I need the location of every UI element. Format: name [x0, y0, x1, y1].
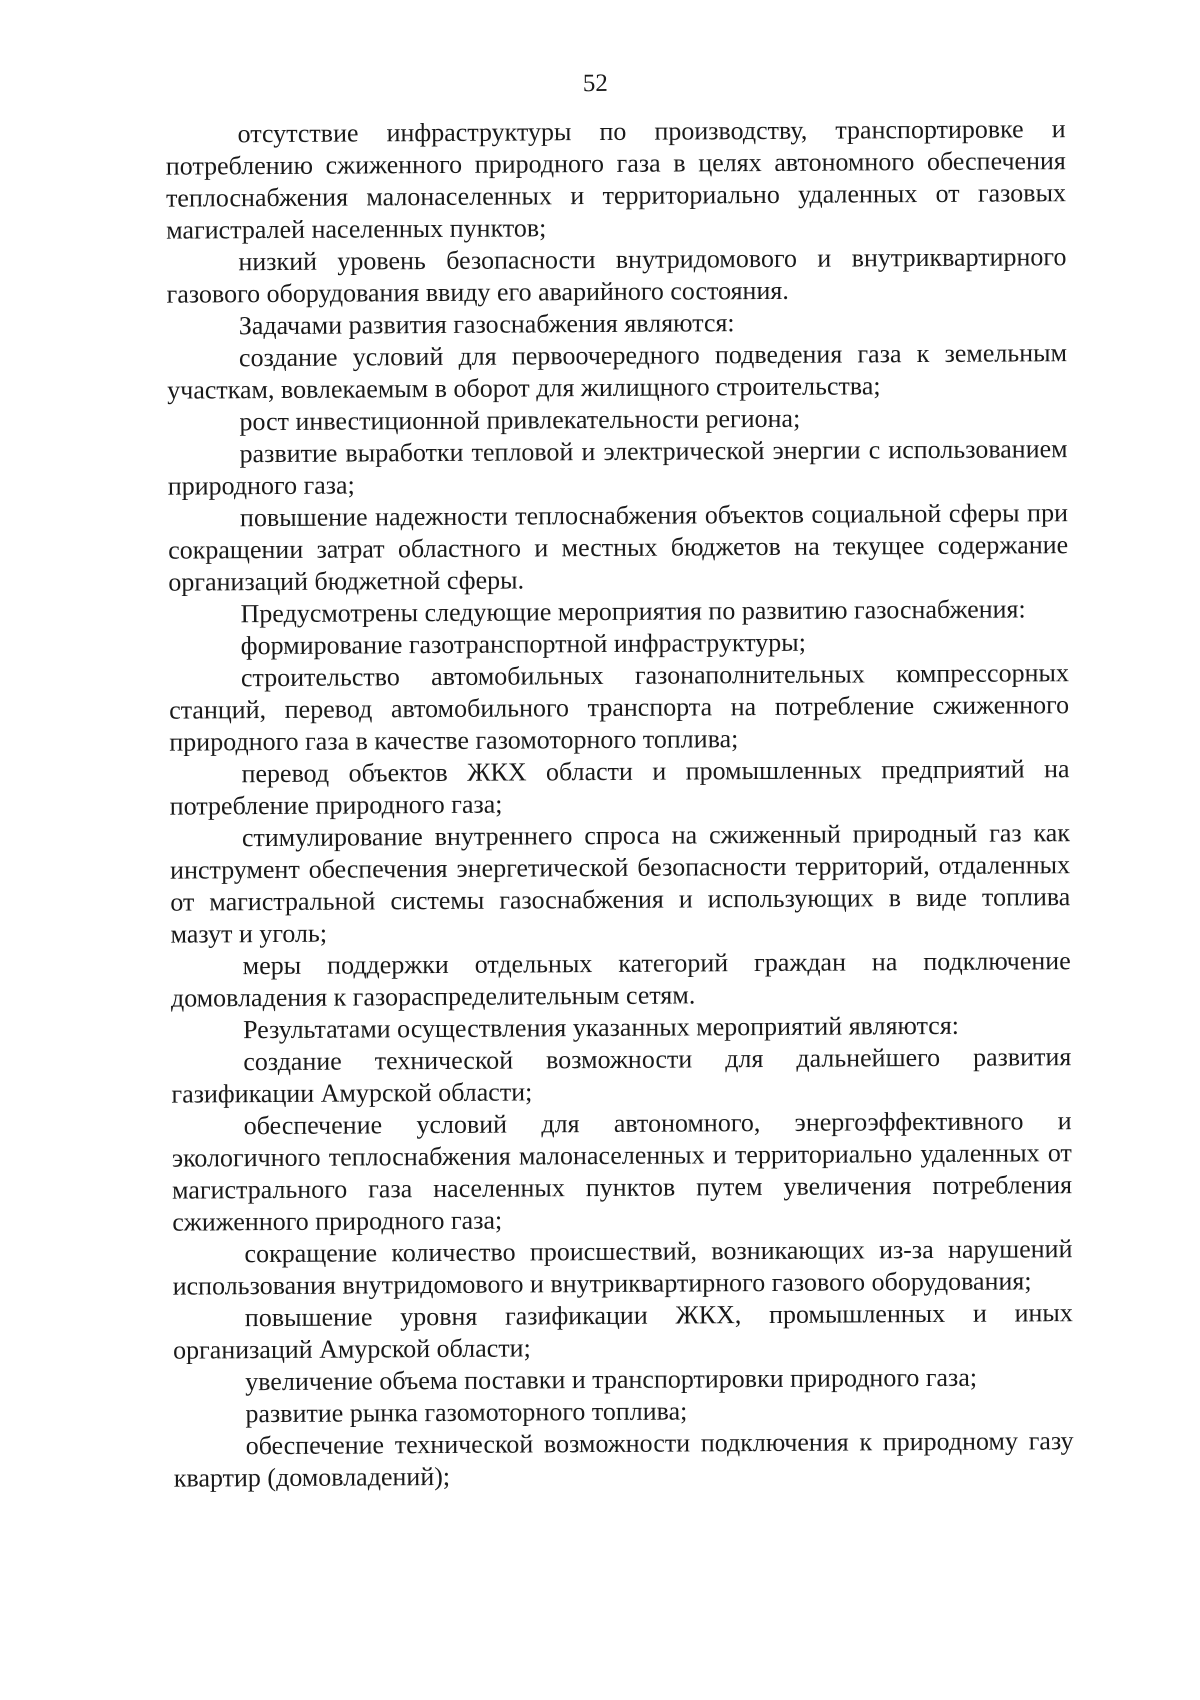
- paragraph: обеспечение технической возможности подключения к природному газу квартир (домовладений);: [173, 1426, 1074, 1493]
- page-number: 52: [582, 69, 608, 98]
- paragraph: повышение надежности теплоснабжения объектов социальной сферы при сокращении затрат областного и местных бюджетов на текущее содержание организаций бюджетной сферы.: [168, 498, 1069, 597]
- paragraph: меры поддержки отдельных категорий граждан на подключение домовладения к газораспределительным сетям.: [170, 946, 1071, 1013]
- paragraph: создание технической возможности для дальнейшего развития газификации Амурской области;: [171, 1042, 1072, 1109]
- paragraph: увеличение объема поставки и транспортировки природного газа;: [245, 1362, 978, 1397]
- paragraph: формирование газотранспортной инфраструктуры;: [240, 627, 807, 661]
- paragraph: повышение уровня газификации ЖКХ, промышленных и иных организаций Амурской области;: [172, 1298, 1073, 1365]
- paragraph: Задачами развития газоснабжения являются:: [238, 308, 735, 341]
- paragraph: развитие выработки тепловой и электрической энергии с использованием природного газа;: [167, 434, 1068, 501]
- paragraph: сокращение количество происшествий, возникающих из-за нарушений использования внутридомового и внутриквартирного газового оборудования;: [172, 1234, 1073, 1301]
- paragraph: стимулирование внутреннего спроса на сжиженный природный газ как инструмент обеспечения энергетической безопасности территорий, отдаленных от магистральной системы газоснабжения и использующих в виде топлива мазут и уголь;: [170, 818, 1071, 949]
- paragraph: строительство автомобильных газонаполнительных компрессорных станций, перевод автомобильного транспорта на потребление сжиженного природного газа в качестве газомоторного топлива;: [169, 658, 1070, 757]
- paragraph: Предусмотрены следующие мероприятия по развитию газоснабжения:: [240, 594, 1026, 629]
- paragraph: создание условий для первоочередного подведения газа к земельным участкам, вовлекаемым в оборот для жилищного строительства;: [167, 338, 1068, 405]
- document-body: [166, 113, 1074, 1494]
- paragraph: низкий уровень безопасности внутридомового и внутриквартирного газового оборудования ввиду его аварийного состояния.: [166, 242, 1067, 309]
- paragraph: Результатами осуществления указанных мероприятий являются:: [243, 1010, 960, 1045]
- paragraph: перевод объектов ЖКХ области и промышленных предприятий на потребление природного газа;: [169, 754, 1070, 821]
- paragraph: развитие рынка газомоторного топлива;: [245, 1396, 688, 1429]
- paragraph: рост инвестиционной привлекательности региона;: [239, 403, 801, 437]
- paragraph: отсутствие инфраструктуры по производству, транспортировке и потреблению сжиженного природного газа в целях автономного обеспечения теплоснабжения малонаселенных и территориально удаленных от газовых магистралей населенных пунктов;: [165, 114, 1067, 245]
- paragraph: обеспечение условий для автономного, энергоэффективного и экологичного теплоснабжения малонаселенных и территориально удаленных от магистрального газа населенных пунктов путем увеличения потребления сжиженного природного газа;: [171, 1106, 1073, 1237]
